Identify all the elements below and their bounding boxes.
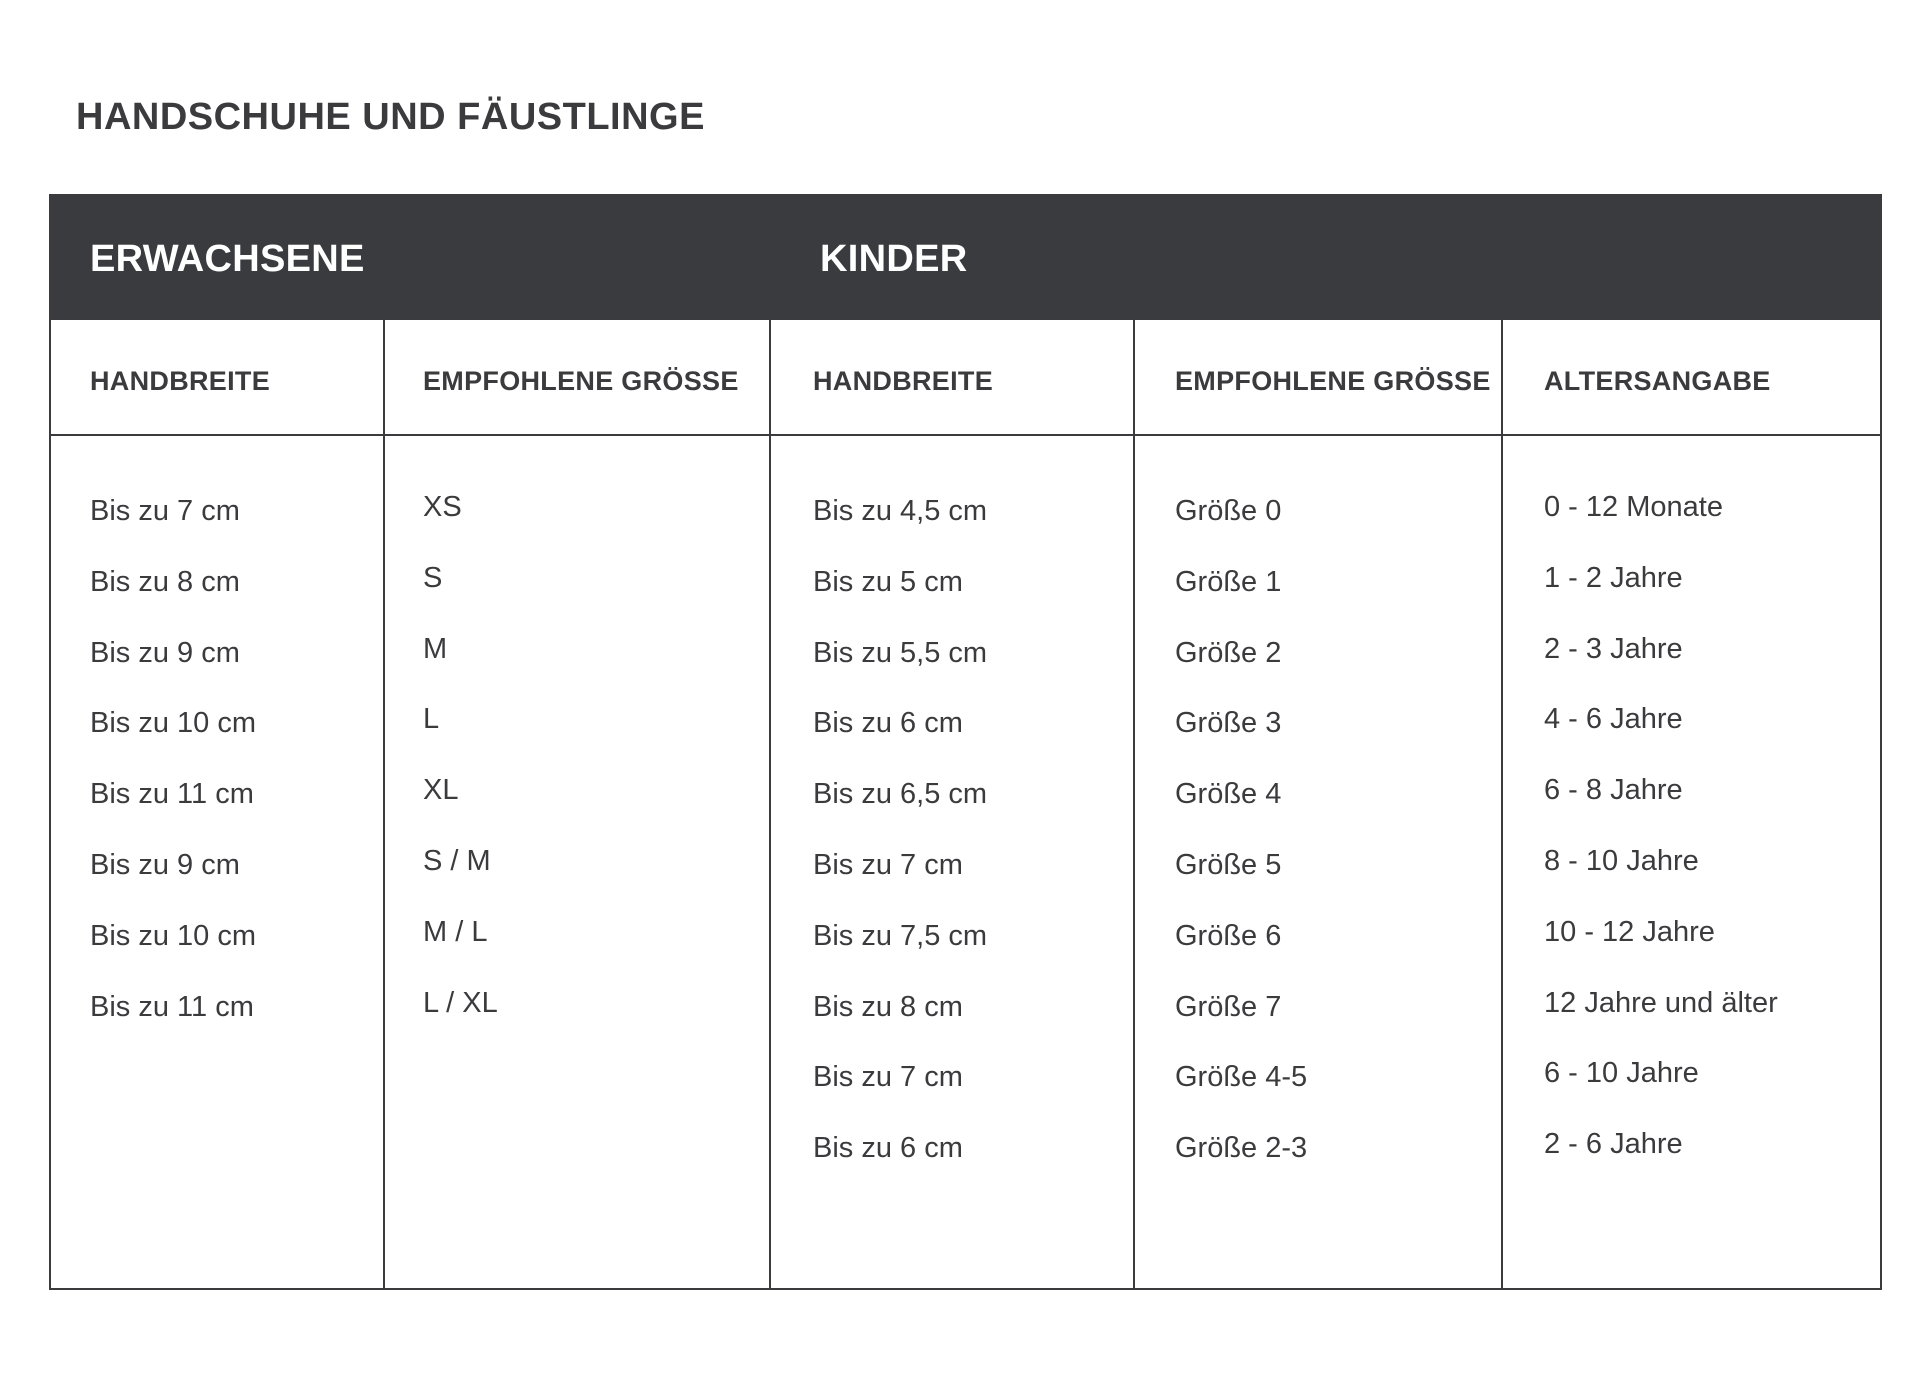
column-header-adult-hand-width: HANDBREITE bbox=[90, 366, 271, 396]
child-hand-width-cell: Bis zu 7 cm bbox=[813, 1061, 963, 1094]
age-cell: 2 - 6 Jahre bbox=[1544, 1128, 1683, 1161]
section-header-band bbox=[51, 196, 1880, 320]
age-cell: 1 - 2 Jahre bbox=[1544, 561, 1683, 594]
adult-size-cell: XL bbox=[423, 774, 459, 807]
age-cell: 6 - 8 Jahre bbox=[1544, 774, 1683, 807]
age-cell: 4 - 6 Jahre bbox=[1544, 703, 1683, 736]
age-cell: 12 Jahre und älter bbox=[1544, 986, 1778, 1019]
adult-size-cell: S / M bbox=[423, 845, 491, 877]
adult-hand-width-cell: Bis zu 10 cm bbox=[90, 919, 256, 952]
column-header-child-size: EMPFOHLENE GRÖSSE bbox=[1175, 366, 1491, 396]
child-size-cell: Größe 4-5 bbox=[1175, 1061, 1308, 1094]
adult-hand-width-cell: Bis zu 9 cm bbox=[90, 849, 240, 881]
column-header-adult-size: EMPFOHLENE GRÖSSE bbox=[423, 366, 739, 396]
child-hand-width-cell: Bis zu 6 cm bbox=[813, 707, 963, 740]
age-cell: 10 - 12 Jahre bbox=[1544, 915, 1715, 948]
header-row-divider bbox=[51, 434, 1880, 436]
column-header-child-hand-width: HANDBREITE bbox=[813, 366, 994, 396]
age-cell: 6 - 10 Jahre bbox=[1544, 1057, 1699, 1090]
adult-hand-width-cell: Bis zu 7 cm bbox=[90, 495, 240, 527]
page-title: HANDSCHUHE UND FÄUSTLINGE bbox=[76, 96, 705, 138]
size-chart-table bbox=[49, 194, 1882, 1290]
adult-size-cell: S bbox=[423, 561, 443, 594]
child-size-cell: Größe 0 bbox=[1175, 495, 1282, 527]
adult-size-cell: L / XL bbox=[423, 986, 498, 1019]
section-label-children: KINDER bbox=[820, 238, 968, 280]
adult-hand-width-cell: Bis zu 11 cm bbox=[90, 778, 254, 811]
child-size-cell: Größe 6 bbox=[1175, 919, 1282, 952]
column-divider bbox=[1501, 320, 1503, 1288]
adult-hand-width-cell: Bis zu 8 cm bbox=[90, 565, 240, 598]
adult-hand-width-cell: Bis zu 11 cm bbox=[90, 990, 254, 1023]
adult-size-cell: M / L bbox=[423, 915, 488, 948]
age-cell: 2 - 3 Jahre bbox=[1544, 632, 1683, 665]
column-divider bbox=[383, 320, 385, 1288]
child-size-cell: Größe 2-3 bbox=[1175, 1132, 1308, 1165]
child-hand-width-cell: Bis zu 5,5 cm bbox=[813, 636, 988, 669]
adult-hand-width-cell: Bis zu 10 cm bbox=[90, 707, 256, 740]
child-hand-width-cell: Bis zu 7,5 cm bbox=[813, 919, 988, 952]
child-size-cell: Größe 2 bbox=[1175, 636, 1282, 669]
adult-size-cell: XS bbox=[423, 491, 462, 523]
age-cell: 8 - 10 Jahre bbox=[1544, 845, 1699, 877]
adult-hand-width-cell: Bis zu 9 cm bbox=[90, 636, 240, 669]
child-hand-width-cell: Bis zu 4,5 cm bbox=[813, 495, 988, 527]
child-hand-width-cell: Bis zu 8 cm bbox=[813, 990, 963, 1023]
column-divider bbox=[1133, 320, 1135, 1288]
section-label-adults: ERWACHSENE bbox=[90, 238, 365, 280]
child-hand-width-cell: Bis zu 6 cm bbox=[813, 1132, 963, 1165]
child-size-cell: Größe 7 bbox=[1175, 990, 1282, 1023]
adult-size-cell: L bbox=[423, 703, 440, 736]
column-divider bbox=[769, 320, 771, 1288]
column-header-age: ALTERSANGABE bbox=[1544, 366, 1771, 396]
child-size-cell: Größe 5 bbox=[1175, 849, 1282, 881]
child-size-cell: Größe 4 bbox=[1175, 778, 1282, 811]
age-cell: 0 - 12 Monate bbox=[1544, 491, 1723, 523]
adult-size-cell: M bbox=[423, 632, 448, 665]
child-hand-width-cell: Bis zu 7 cm bbox=[813, 849, 963, 881]
child-hand-width-cell: Bis zu 6,5 cm bbox=[813, 778, 988, 811]
child-size-cell: Größe 1 bbox=[1175, 565, 1282, 598]
child-size-cell: Größe 3 bbox=[1175, 707, 1282, 740]
child-hand-width-cell: Bis zu 5 cm bbox=[813, 565, 963, 598]
